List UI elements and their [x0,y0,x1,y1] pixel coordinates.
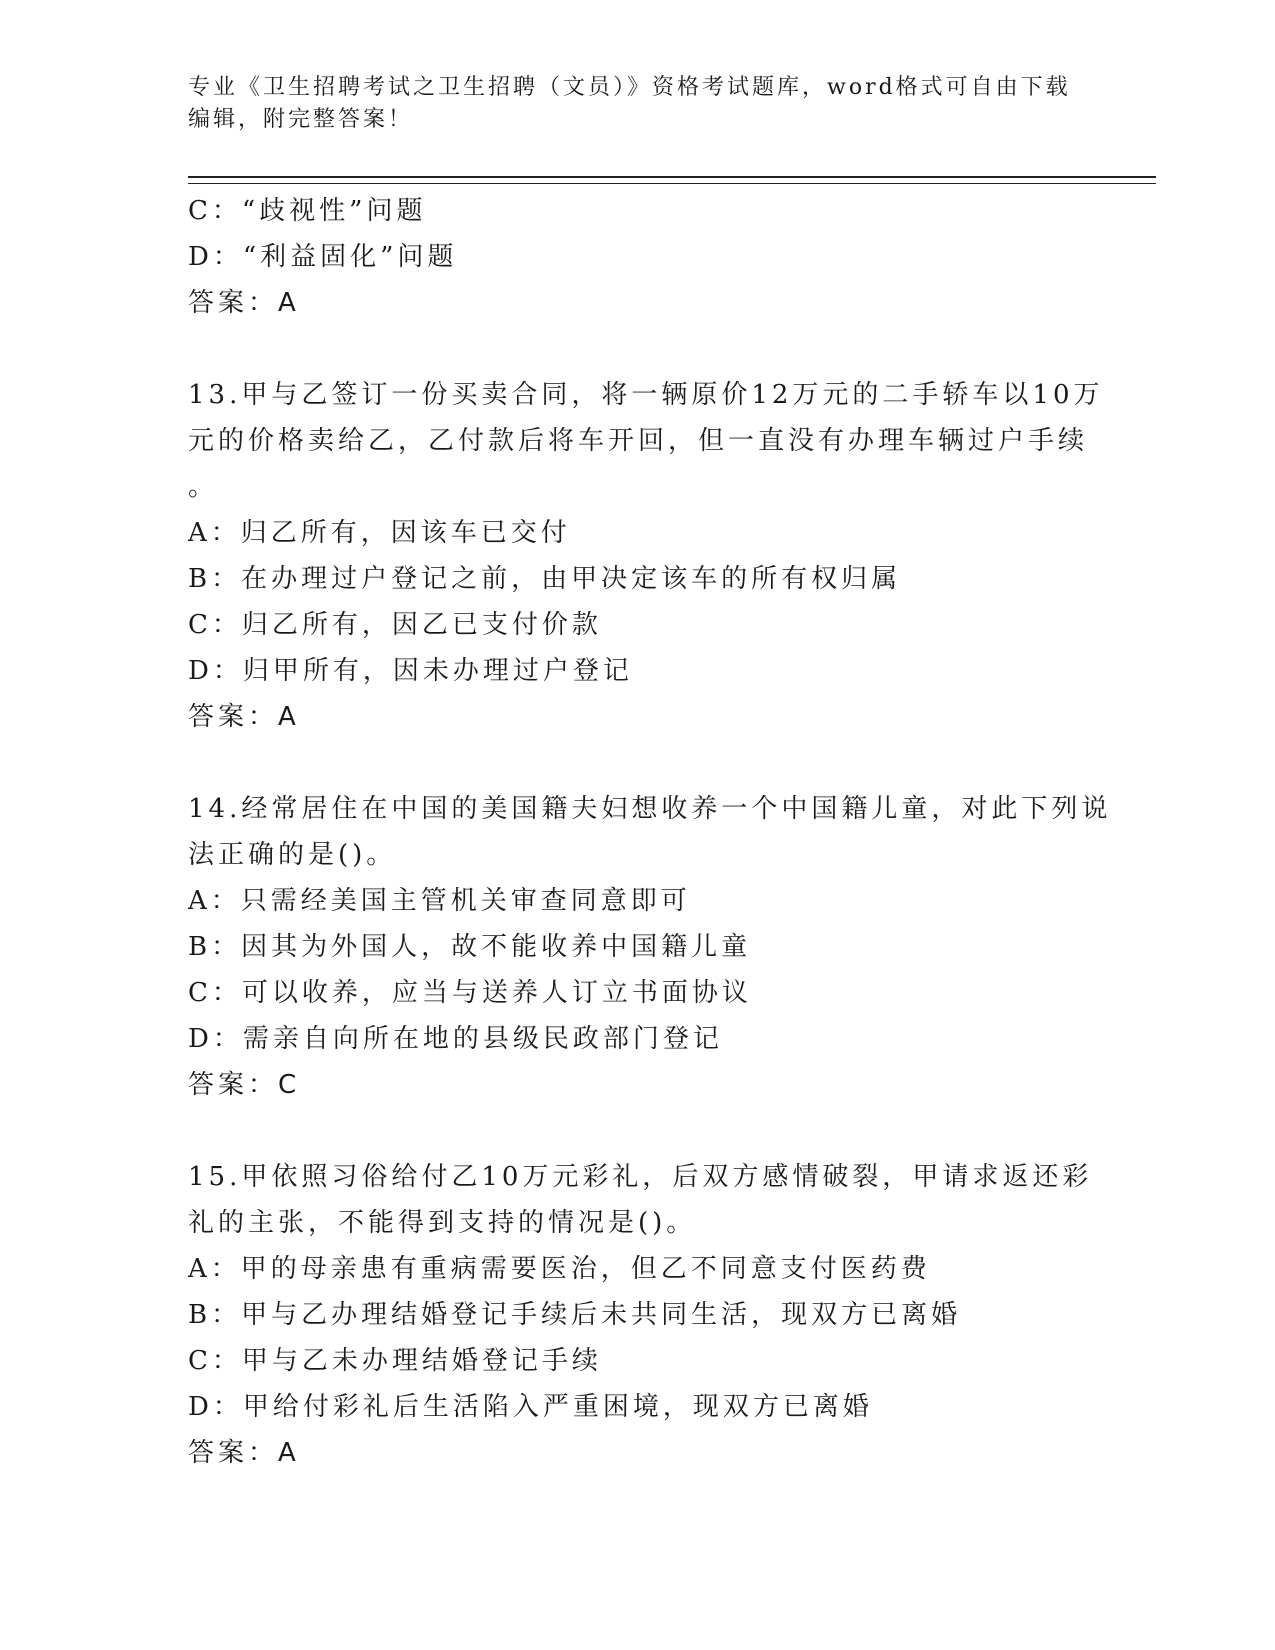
previous-question-tail [188,188,1088,326]
option-c: C：甲与乙未办理结婚登记手续 [188,1346,602,1376]
question-stem-line: 14.经常居住在中国的美国籍夫妇想收养一个中国籍儿童，对此下列说 [188,794,1112,824]
option-c: C：“歧视性”问题 [188,196,427,226]
question-stem-line: 。 [188,472,219,502]
answer-line: 答案：C [188,1070,301,1100]
header-title-line-1: 专业《卫生招聘考试之卫生招聘（文员）》资格考试题库，word格式可自由下载 [188,75,1071,100]
option-b: B：因其为外国人，故不能收养中国籍儿童 [188,932,752,962]
answer-line: 答案：A [188,702,300,732]
option-d: D：需亲自向所在地的县级民政部门登记 [188,1024,723,1054]
option-b: B：甲与乙办理结婚登记手续后未共同生活，现双方已离婚 [188,1300,962,1330]
question-14 [188,786,1112,1108]
header-title-line-2: 编辑，附完整答案！ [188,107,414,132]
option-c: C：可以收养，应当与送养人订立书面协议 [188,978,752,1008]
question-15 [188,1154,1093,1476]
answer-line: 答案：A [188,1438,300,1468]
question-stem-line: 元的价格卖给乙，乙付款后将车开回，但一直没有办理车辆过户手续 [188,426,1089,456]
question-list [188,188,1112,1476]
option-a: A：甲的母亲患有重病需要医治，但乙不同意支付医药费 [188,1254,931,1284]
option-d: D：归甲所有，因未办理过户登记 [188,656,633,686]
option-d: D：“利益固化”问题 [188,242,458,272]
option-a: A：只需经美国主管机关审查同意即可 [188,886,691,916]
option-a: A：归乙所有，因该车已交付 [188,518,571,548]
question-stem-line: 礼的主张，不能得到支持的情况是()。 [188,1208,697,1238]
answer-line: 答案：A [188,288,300,318]
option-b: B：在办理过户登记之前，由甲决定该车的所有权归属 [188,564,902,594]
option-d: D：甲给付彩礼后生活陷入严重困境，现双方已离婚 [188,1392,873,1422]
header-divider [188,176,1156,184]
question-stem-line: 13.甲与乙签订一份买卖合同，将一辆原价12万元的二手轿车以10万 [188,380,1104,410]
document-header [188,72,1088,136]
question-stem-line: 法正确的是()。 [188,840,397,870]
question-stem-line: 15.甲依照习俗给付乙10万元彩礼，后双方感情破裂，甲请求返还彩 [188,1162,1093,1192]
option-c: C：归乙所有，因乙已支付价款 [188,610,602,640]
question-13 [188,372,1104,740]
